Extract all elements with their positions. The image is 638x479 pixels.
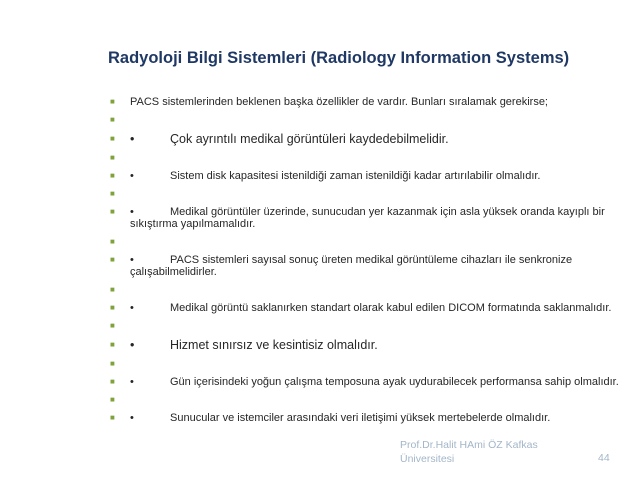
list-item: [110, 254, 620, 278]
bullet-square-icon: ■: [110, 189, 115, 198]
list-item-text: Çok ayrıntılı medikal görüntüleri kaydedebilmelidir.: [170, 132, 449, 146]
bullet-square-icon: ■: [110, 237, 115, 246]
list-item: [110, 132, 620, 146]
bullet-square-icon: ■: [110, 171, 115, 180]
bullet-square-icon: ■: [110, 97, 115, 106]
bullet-square-icon: ■: [110, 134, 115, 143]
bullet-dot: •: [130, 302, 134, 314]
bullet-square-icon: ■: [110, 413, 115, 422]
bullet-square-icon: ■: [110, 340, 115, 349]
list-item-text: Medikal görüntüler üzerinde, sunucudan yer kazanmak için asla yüksek oranda kayıplı bir sıkıştırma yapılmamalıdır.: [130, 206, 605, 230]
list-item: [110, 376, 620, 388]
bullet-square-icon: ■: [110, 207, 115, 216]
bullet-dot: •: [130, 132, 135, 146]
empty-list-item: [110, 188, 620, 200]
row-spacer: [110, 424, 620, 430]
bullet-square-icon: ■: [110, 395, 115, 404]
list-item-text: Hizmet sınırsız ve kesintisiz olmalıdır.: [170, 338, 378, 352]
bullet-dot: •: [130, 254, 134, 266]
bullet-square-icon: ■: [110, 303, 115, 312]
list-item-text: PACS sistemleri sayısal sonuç üreten medikal görüntüleme cihazları ile senkronize çalışabilmelidirler.: [130, 254, 573, 278]
slide-title: Radyoloji Bilgi Sistemleri (Radiology Information Systems): [108, 49, 570, 67]
list-item: [110, 170, 620, 182]
page-number: 44: [598, 452, 610, 464]
bullet-square-icon: ■: [110, 285, 115, 294]
bullet-dot: •: [130, 412, 134, 424]
list-item-text: Medikal görüntü saklanırken standart olarak kabul edilen DICOM formatında saklanmalıdır.: [170, 302, 612, 314]
bullet-dot: •: [130, 376, 134, 388]
empty-list-item: [110, 152, 620, 164]
empty-list-item: [110, 284, 620, 296]
list-item-text: Sunucular ve istemciler arasındaki veri iletişimi yüksek mertebelerde olmalıdır.: [170, 412, 551, 424]
empty-list-item: [110, 394, 620, 406]
bullet-dot: •: [130, 338, 135, 352]
empty-list-item: [110, 114, 620, 126]
empty-list-item: [110, 320, 620, 332]
bullet-list: [110, 96, 620, 430]
bullet-square-icon: ■: [110, 321, 115, 330]
bullet-square-icon: ■: [110, 377, 115, 386]
bullet-square-icon: ■: [110, 153, 115, 162]
bullet-dot: •: [130, 170, 134, 182]
footer-author: Prof.Dr.Halit HAmi ÖZ Kafkas Üniversitesi: [400, 439, 538, 465]
empty-list-item: [110, 236, 620, 248]
list-item: [110, 338, 620, 352]
list-item: [110, 206, 620, 230]
list-item: [110, 302, 620, 314]
bullet-dot: •: [130, 206, 134, 218]
list-item: [110, 412, 620, 424]
bullet-square-icon: ■: [110, 359, 115, 368]
list-item-text: Sistem disk kapasitesi istenildiği zaman istenildiği kadar artırılabilir olmalıdır.: [170, 170, 541, 182]
empty-list-item: [110, 358, 620, 370]
bullet-square-icon: ■: [110, 115, 115, 124]
list-item-text: Gün içerisindeki yoğun çalışma temposuna ayak uydurabilecek performansa sahip olmalıdır.: [170, 376, 619, 388]
list-item: [110, 96, 620, 108]
bullet-square-icon: ■: [110, 255, 115, 264]
list-item-text: PACS sistemlerinden beklenen başka özellikler de vardır. Bunları sıralamak gerekirse;: [130, 96, 548, 108]
